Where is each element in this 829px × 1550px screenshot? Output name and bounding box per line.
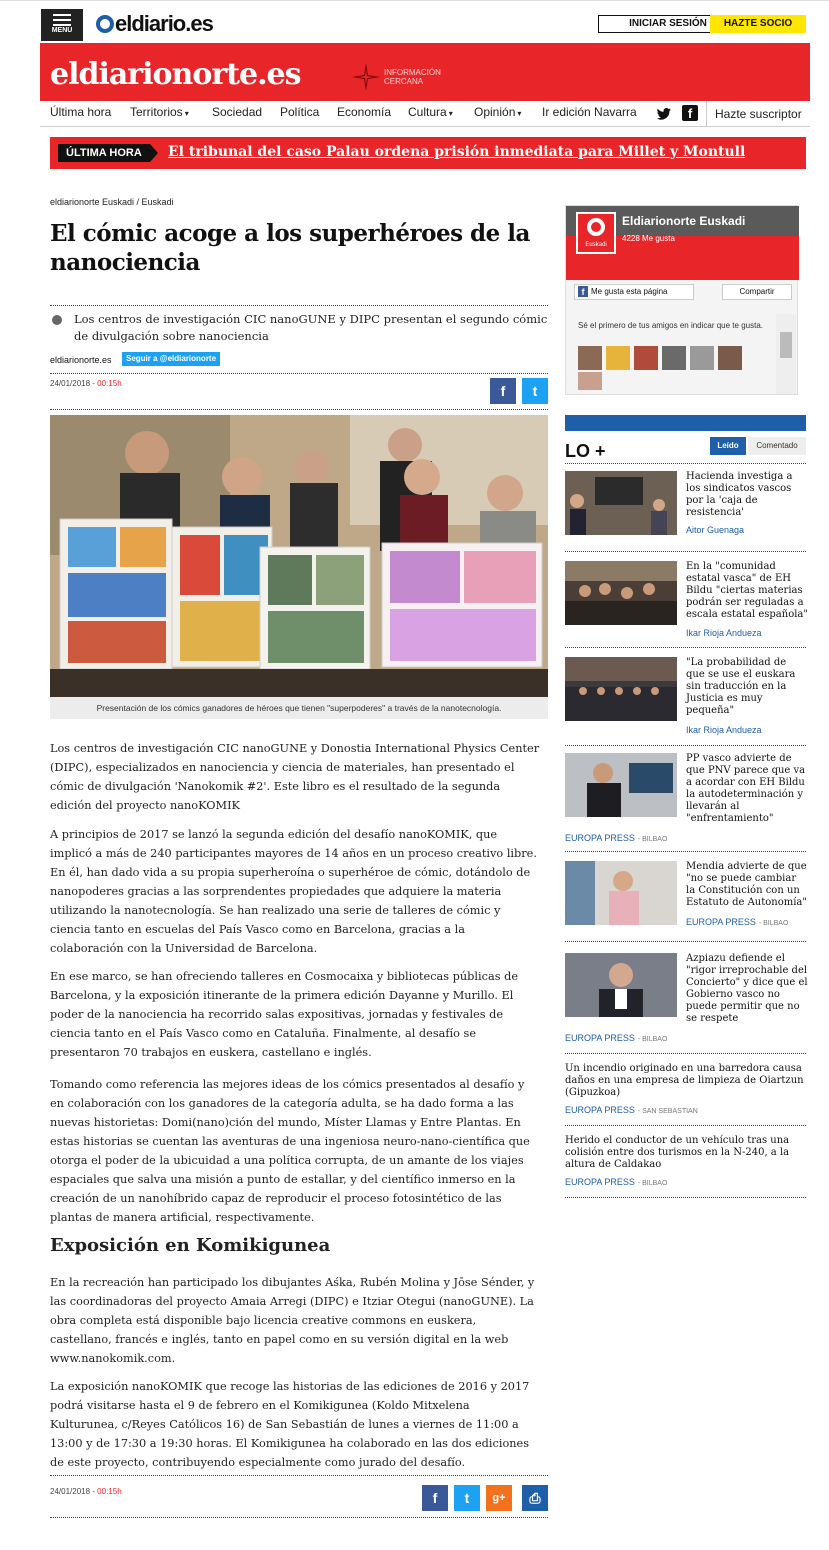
article-lead: Los centros de investigación CIC nanoGUNE y DIPC presentan el segundo cómic de divulgación sobre nanociencia: [74, 312, 548, 343]
facebook-likes: 4228 Me gusta: [622, 234, 675, 243]
facebook-cover: [566, 206, 799, 280]
google-plus-icon: g+: [492, 1492, 506, 1504]
scrollbar[interactable]: [776, 314, 796, 394]
news-thumbnail[interactable]: [565, 471, 677, 535]
nav-item-economia[interactable]: Economía: [337, 105, 392, 119]
nav-item-cultura[interactable]: Cultura ▾: [408, 105, 453, 119]
news-thumbnail[interactable]: [565, 753, 677, 817]
top-bar: [40, 7, 810, 41]
facebook-page-widget: [565, 205, 798, 395]
news-title-link[interactable]: Azpiazu defiende el "rigor irreprochable del Concierto" y dice que el Gobierno vasco no puede permitir que no se respete: [686, 953, 808, 1024]
article-date-bottom: 24/01/2018 - 00:15h: [50, 1487, 122, 1496]
paragraph: Los centros de investigación CIC nanoGUNE y Donostia International Physics Center (DIPC), especializados en nanociencia y ciencia de materiales, han presentado el cómic de divulgación 'Nanokomik #2'. Este libro es el resultado de la segunda edición del proyecto nanoKOMIK: [50, 742, 540, 812]
site-tagline: INFORMACIÓN CERCANA: [384, 68, 441, 86]
divider: [50, 305, 548, 306]
subscribe-link[interactable]: Hazte suscriptor: [706, 101, 802, 127]
news-thumbnail[interactable]: [565, 561, 677, 625]
logo-circle-icon: [587, 218, 605, 236]
nav-item-ultima-hora[interactable]: Última hora: [50, 105, 112, 119]
photo-illustration: [50, 415, 548, 697]
facebook-icon: f: [432, 1490, 438, 1506]
chevron-down-icon: ▾: [184, 109, 189, 118]
nav-item-opinion[interactable]: Opinión ▾: [474, 105, 522, 119]
news-title-link[interactable]: Hacienda investiga a los sindicatos vascos por la 'caja de resistencia': [686, 471, 793, 518]
hamburger-icon: [53, 14, 71, 26]
share-facebook-button[interactable]: [422, 1485, 448, 1511]
breaking-label: ÚLTIMA HORA: [58, 144, 150, 162]
friend-avatar[interactable]: [578, 372, 602, 390]
chevron-down-icon: ▾: [517, 109, 522, 118]
article-title: El cómic acoge a los superhéroes de la nanociencia: [50, 220, 530, 276]
paragraph: La exposición nanoKOMIK que recoge las historias de las ediciones de 2016 y 2017 podrá visitarse hasta el 9 de febrero en el Komikigunea (Koldo Mitxelena Kulturunea, c/Reyes Católicos 16) de San Sebastián de lunes a viernes de 11:00 a 13:00 y de 17:30 a 19:30 horas. El Komikigunea ha colaborado en las dos ediciones de este proyecto, contribuyendo especialmente como jurado del desafío.: [50, 1380, 530, 1469]
article-date: 24/01/2018 - 00:15h: [50, 379, 122, 388]
sidebar-accent-bar: [565, 415, 806, 431]
nav-item-politica[interactable]: Política: [280, 105, 320, 119]
facebook-page-name[interactable]: Eldiarionorte Euskadi: [622, 214, 746, 228]
friend-avatar[interactable]: [606, 346, 630, 370]
share-google-plus-button[interactable]: [486, 1485, 512, 1511]
friend-avatar[interactable]: [690, 346, 714, 370]
nav-item-territorios[interactable]: Territorios ▾: [130, 105, 189, 119]
menu-label: MENÚ: [51, 27, 73, 34]
twitter-follow-button[interactable]: Seguir a @eldiarionorte: [122, 352, 220, 366]
news-author[interactable]: Ikar Rioja Andueza: [686, 628, 762, 638]
print-button[interactable]: [522, 1485, 548, 1511]
divider: [565, 851, 806, 852]
news-title-link[interactable]: En la "comunidad estatal vasca" de EH Bildu "ciertas materias podrán ser reguladas a escala estatal española": [686, 561, 808, 620]
scrollbar-thumb[interactable]: [780, 332, 792, 358]
breadcrumb[interactable]: eldiarionorte Euskadi / Euskadi: [50, 197, 174, 207]
tab-most-commented[interactable]: Comentado: [748, 437, 806, 455]
divider: [50, 409, 548, 410]
twitter-icon: t: [464, 1490, 470, 1506]
friend-avatar[interactable]: [662, 346, 686, 370]
nav-item-navarra[interactable]: Ir edición Navarra: [542, 105, 637, 119]
facebook-icon[interactable]: f: [682, 105, 698, 121]
news-thumbnail[interactable]: [565, 657, 677, 721]
facebook-like-button[interactable]: f Me gusta esta página: [574, 284, 694, 300]
divider: [565, 1197, 806, 1198]
login-button[interactable]: INICIAR SESIÓN: [598, 15, 738, 33]
divider: [565, 551, 806, 552]
news-thumbnail[interactable]: [565, 861, 677, 925]
twitter-icon[interactable]: [656, 106, 672, 122]
share-twitter-button[interactable]: [522, 378, 548, 404]
divider: [50, 373, 548, 374]
bullet-icon: [52, 315, 62, 325]
article-photo: [50, 415, 548, 697]
facebook-avatar[interactable]: Euskadi: [576, 212, 616, 254]
share-facebook-button[interactable]: [490, 378, 516, 404]
news-title-link[interactable]: "La probabilidad de que se use el euskara sin traducción en la Justicia es muy pequeña": [686, 657, 796, 716]
divider: [565, 1125, 806, 1126]
news-author[interactable]: Aitor Guenaga: [686, 525, 745, 535]
breaking-headline-link[interactable]: El tribunal del caso Palau ordena prisión inmediata para Millet y Montull: [168, 144, 746, 160]
chevron-down-icon: ▾: [448, 109, 453, 118]
divider: [50, 1475, 548, 1476]
compass-star-icon: [352, 63, 380, 91]
facebook-friends-text: Sé el primero de tus amigos en indicar que te gusta.: [578, 321, 763, 330]
breaking-news-bar: [50, 137, 806, 169]
brand-name: eldiario.es: [115, 11, 213, 36]
paragraph: A principios de 2017 se lanzó la segunda edición del desafío nanoKOMIK, que implicó a más de 240 participantes mayores de 14 años en un proceso creativo libre. En él, han dado vida a su propia superheroína o superhéroe de cómic, dotándolo de nanopoderes gracias a las sorprendentes propiedades que adquiere la materia utilizando la nanotecnología. Se han realizado una serie de talleres de cómic y ciencia tanto en escuelas del País Vasco como en Barcelona, gracias a la colaboración con la Universidad de Barcelona.: [50, 828, 537, 955]
twitter-icon: t: [532, 383, 538, 399]
source-link[interactable]: eldiarionorte.es: [50, 355, 112, 365]
eldiario-logo[interactable]: [96, 11, 213, 37]
paragraph: En la recreación han participado los dibujantes Aśka, Rubén Molina y Jōse Sénder, y las coordinadoras del proyecto Amaia Arregi (DIPC) e Itziar Otegui (nanoGUNE). La obra completa está disponible bajo licencia creative commons en euskera, castellano, francés e inglés, tanto en papel como en su versión digital en la web www.nanokomik.com.: [50, 1276, 535, 1365]
friend-avatar[interactable]: [578, 346, 602, 370]
tab-most-read[interactable]: Leído: [710, 437, 746, 455]
section-heading: Exposición en Komikigunea: [50, 1235, 331, 1256]
site-header: [40, 43, 810, 101]
logo-circle-icon: [96, 15, 114, 33]
printer-icon: ⎙: [529, 1490, 541, 1506]
news-title-link[interactable]: PP vasco advierte de que PNV parece que va a acordar con EH Bildu la autodeterminación y llevarán al "enfrentamiento": [686, 753, 806, 824]
divider: [565, 647, 806, 648]
divider: [565, 745, 806, 746]
news-author[interactable]: EUROPA PRESS - SAN SEBASTIAN: [565, 1105, 698, 1115]
facebook-share-button[interactable]: Compartir: [722, 284, 792, 300]
site-logo[interactable]: eldiarionorte.es: [50, 57, 301, 92]
paragraph: En ese marco, se han ofreciendo talleres en Cosmocaixa y bibliotecas públicas de Barcelona, y la exposición itinerante de la primera edición Dayanne y Murillo. El poder de la nanociencia ha recorrido salas expositivas, jornadas y festivales de ciencia tanto en el País Vasco como en Cataluña. Finalmente, al desafío se presentaron 70 trabajos en euskera, castellano e inglés.: [50, 970, 518, 1059]
become-member-button[interactable]: HAZTE SOCIO: [710, 15, 806, 33]
divider: [565, 463, 806, 464]
most-read-title: LO +: [565, 441, 606, 461]
divider: [565, 1053, 806, 1054]
friend-avatar[interactable]: [718, 346, 742, 370]
divider: [565, 941, 806, 942]
paragraph: Tomando como referencia las mejores ideas de los cómics presentados al desafío y en colaboración con los ganadores de la categoría adulta, se ha dado forma a las nuevas historietas: Domi(nano)ción del mundo, Míster Llamas y Entre Plantas. En estas historias se cuentan las aventuras de una ingeniosa neuro-nano-científica que otorga el poder de la ubicuidad a una política corrupta, de un amante de los viajes espaciales que salva una misión a punto de estallar, y del científico inmerso en la creación de un nanohíbrido capaz de reproducir el proceso fotosintético de las plantas de manera artificial, respectivamente.: [50, 1078, 530, 1224]
news-author[interactable]: EUROPA PRESS - BILBAO: [686, 917, 789, 927]
facebook-icon: f: [500, 383, 506, 399]
news-title-link[interactable]: Mendia advierte de que "no se puede cambiar la Constitución con un Estatuto de Autonomía": [686, 861, 807, 908]
friend-avatar[interactable]: [634, 346, 658, 370]
news-thumbnail[interactable]: [565, 953, 677, 1017]
news-author[interactable]: EUROPA PRESS - BILBAO: [565, 1177, 668, 1187]
nav-item-sociedad[interactable]: Sociedad: [212, 105, 263, 119]
menu-button[interactable]: [41, 9, 83, 41]
photo-caption: Presentación de los cómics ganadores de héroes que tienen "superpoderes" a través de la nanotecnología.: [50, 697, 548, 719]
news-title-link[interactable]: Un incendio originado en una barredora causa daños en una empresa de limpieza de Oiartzun (Gipuzkoa): [565, 1063, 804, 1098]
news-author[interactable]: Ikar Rioja Andueza: [686, 725, 762, 735]
main-nav: [40, 101, 810, 127]
news-author[interactable]: EUROPA PRESS - BILBAO: [565, 1033, 668, 1043]
divider: [50, 1517, 548, 1518]
news-author[interactable]: EUROPA PRESS - BILBAO: [565, 833, 668, 843]
share-twitter-button[interactable]: [454, 1485, 480, 1511]
news-title-link[interactable]: Herido el conductor de un vehículo tras una colisión entre dos turismos en la N-240, a la altura de Caldakao: [565, 1135, 790, 1170]
